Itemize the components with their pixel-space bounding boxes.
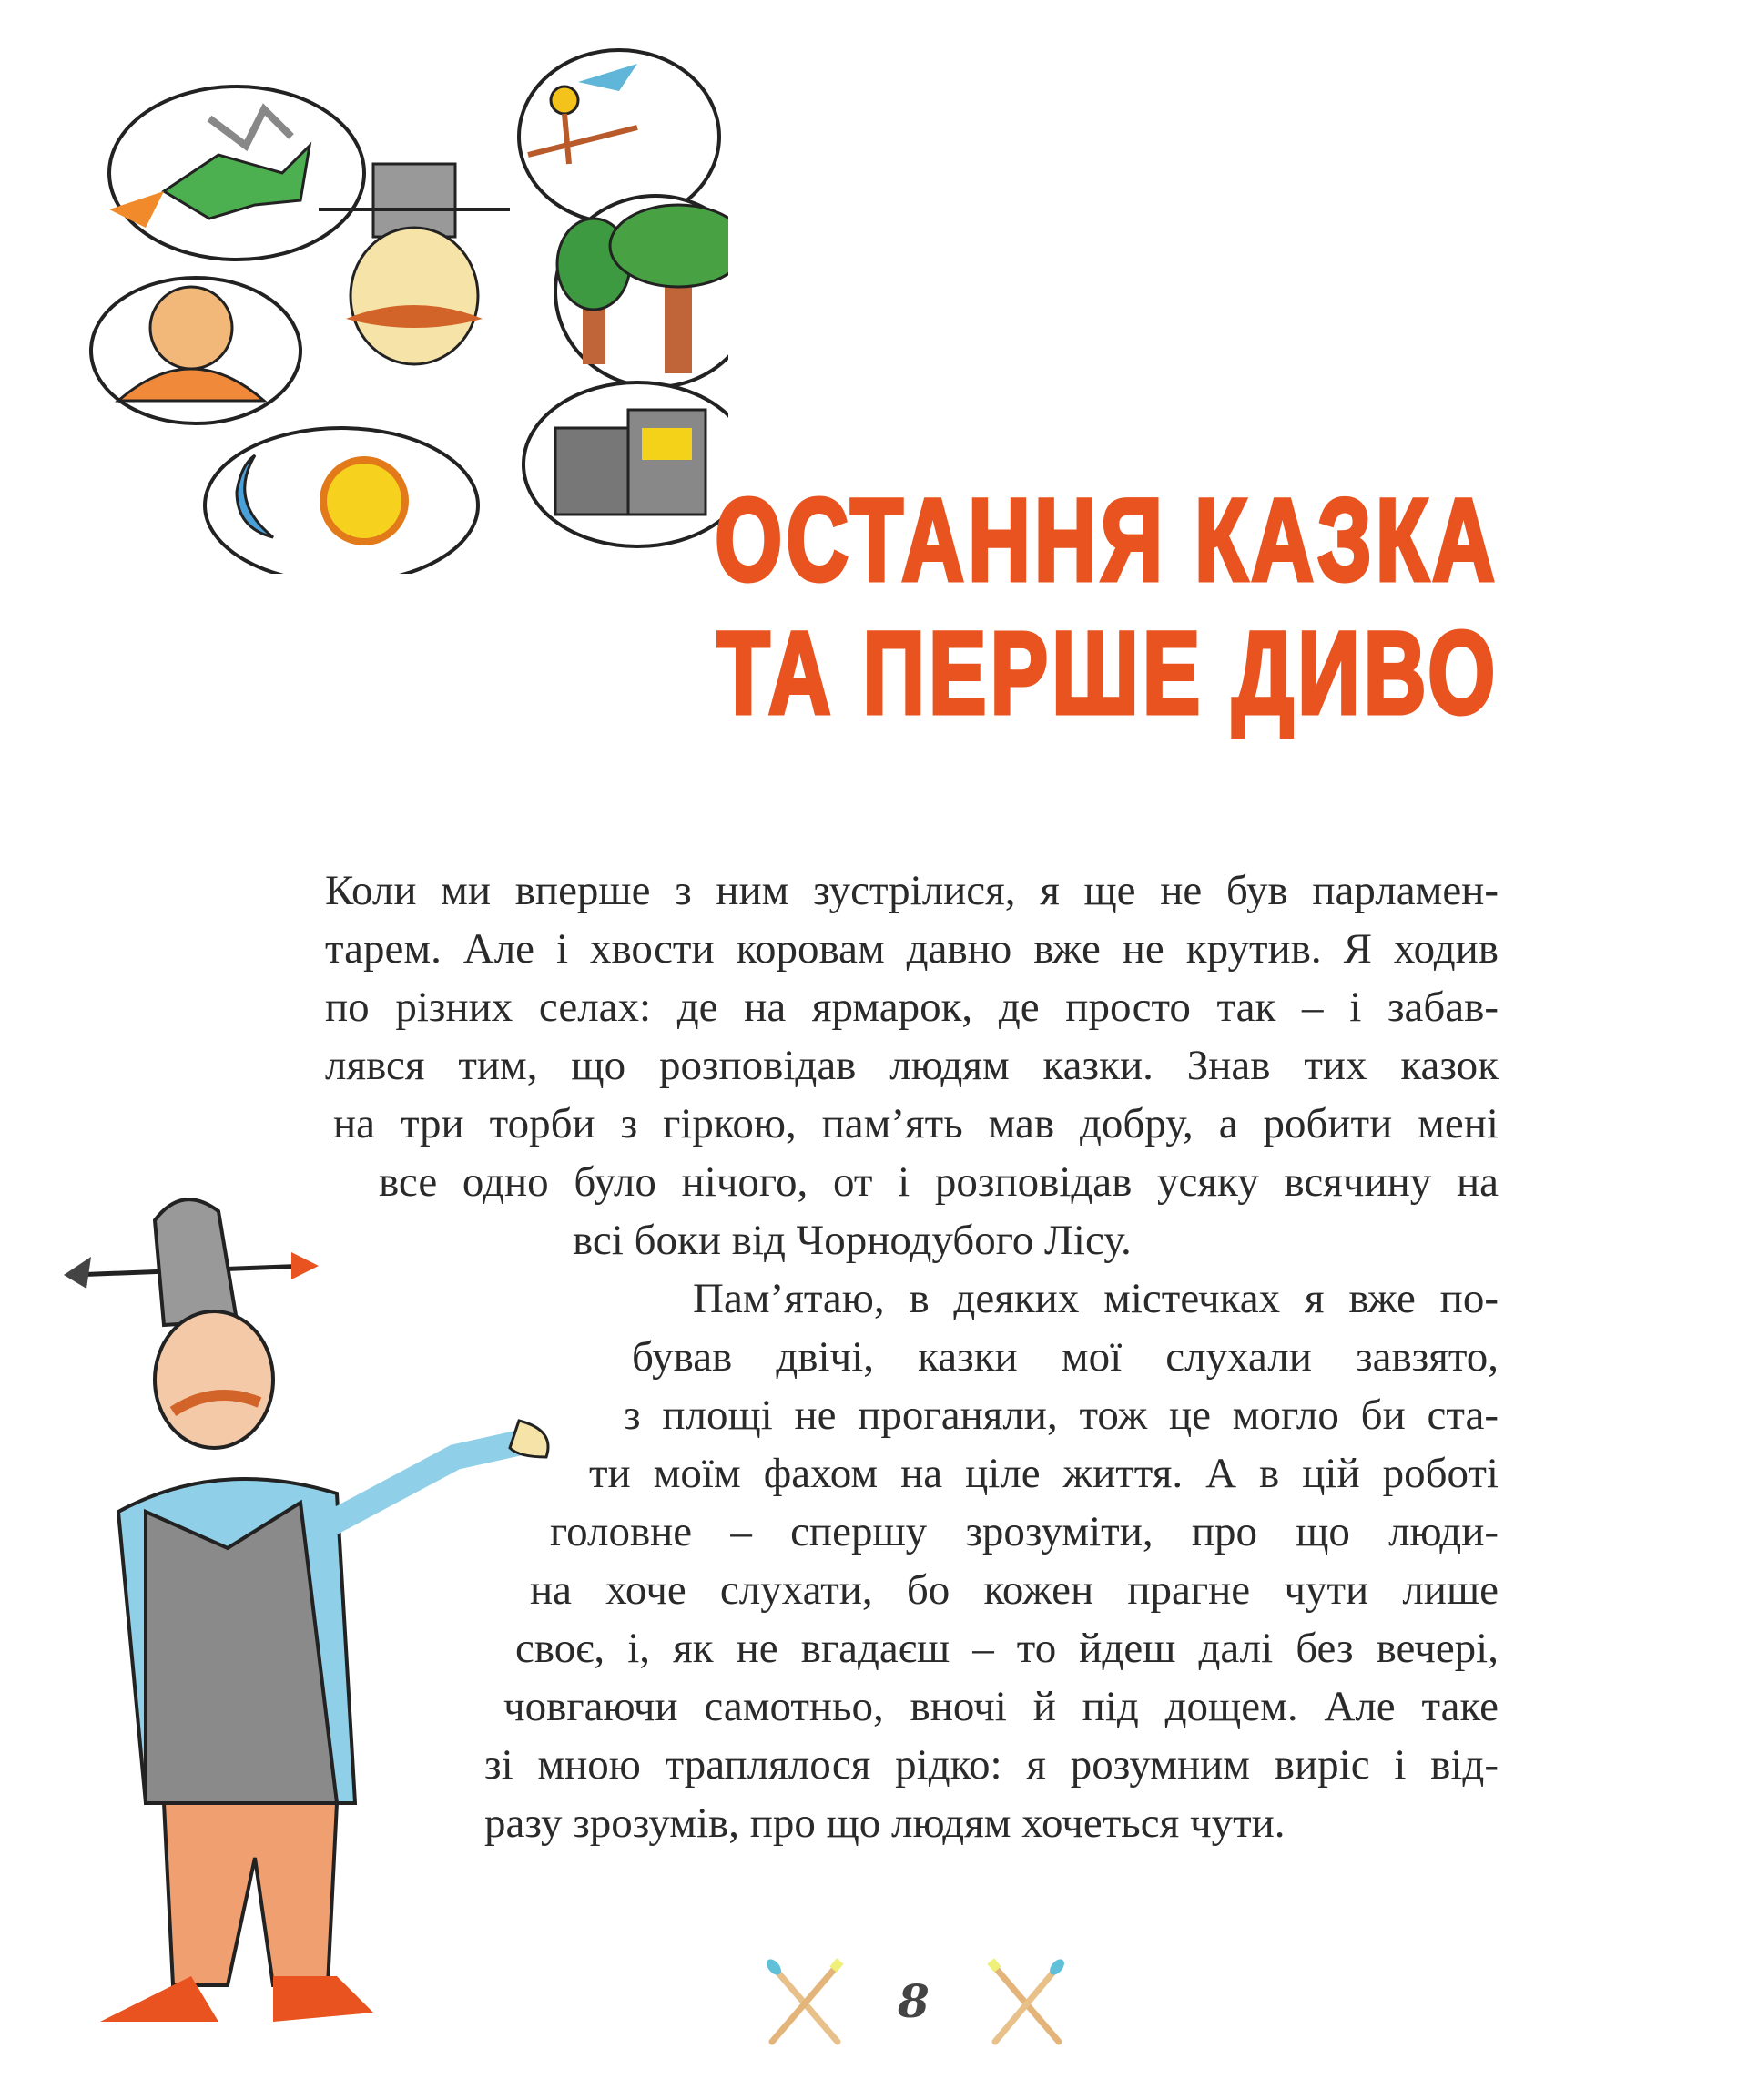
text-line: все одно було нічого, от і розповідав усяку всячину на — [379, 1158, 1499, 1206]
storyteller-figure-illustration — [64, 1166, 574, 2031]
crossed-brushes-icon-right — [986, 1956, 1068, 2047]
storyteller-bubbles-illustration — [73, 46, 728, 574]
text-line: на хоче слухати, бо кожен прагне чути лише — [530, 1566, 1499, 1614]
trousers — [164, 1803, 337, 1985]
text-line: разу зрозумів, про що людям хочеться чути. — [484, 1799, 1286, 1847]
text-line: ти моїм фахом на ціле життя. А в цій роботі — [589, 1450, 1499, 1497]
sun-icon — [323, 460, 405, 542]
text-line: всі боки від Чорнодубого Лісу. — [573, 1217, 1132, 1264]
chapter-title-line-2: ТА ПЕРШЕ ДИВО — [716, 608, 1499, 739]
text-line: по різних селах: де на ярмарок, де просто так – і забав- — [325, 984, 1499, 1031]
text-line: лявся тим, що розповідав людям казки. Знав тих казок — [325, 1042, 1499, 1089]
text-line: зі мною траплялося рідко: я розумним виріс і від- — [484, 1741, 1499, 1789]
text-line: Пам’ятаю, в деяких містечках я вже по- — [693, 1275, 1499, 1322]
hat — [155, 1199, 237, 1325]
page-number: 8 — [898, 1974, 930, 2028]
text-line: на три торби з гіркою, пам’ять мав добру, а робити мені — [333, 1100, 1499, 1147]
crossed-brushes-icon-left — [763, 1956, 845, 2047]
text-line: своє, і, як не вгадаєш – то йдеш далі без вечері, — [515, 1625, 1499, 1672]
text-line: човгаючи самотньо, вночі й під дощем. Але таке — [503, 1683, 1499, 1730]
text-line: Коли ми вперше з ним зустрілися, я ще не був парламен- — [325, 867, 1499, 914]
text-line: бував двічі, казки мої слухали завзято, — [632, 1333, 1499, 1381]
text-line: тарем. Але і хвости коровам давно вже не крутив. Я ходив — [325, 925, 1499, 973]
text-line: головне – спершу зрозуміти, про що люди- — [550, 1508, 1499, 1555]
chapter-title-line-1: ОСТАННЯ КАЗКА — [715, 475, 1499, 606]
text-line: з площі не проганяли, тож це могло би ста- — [624, 1392, 1499, 1439]
